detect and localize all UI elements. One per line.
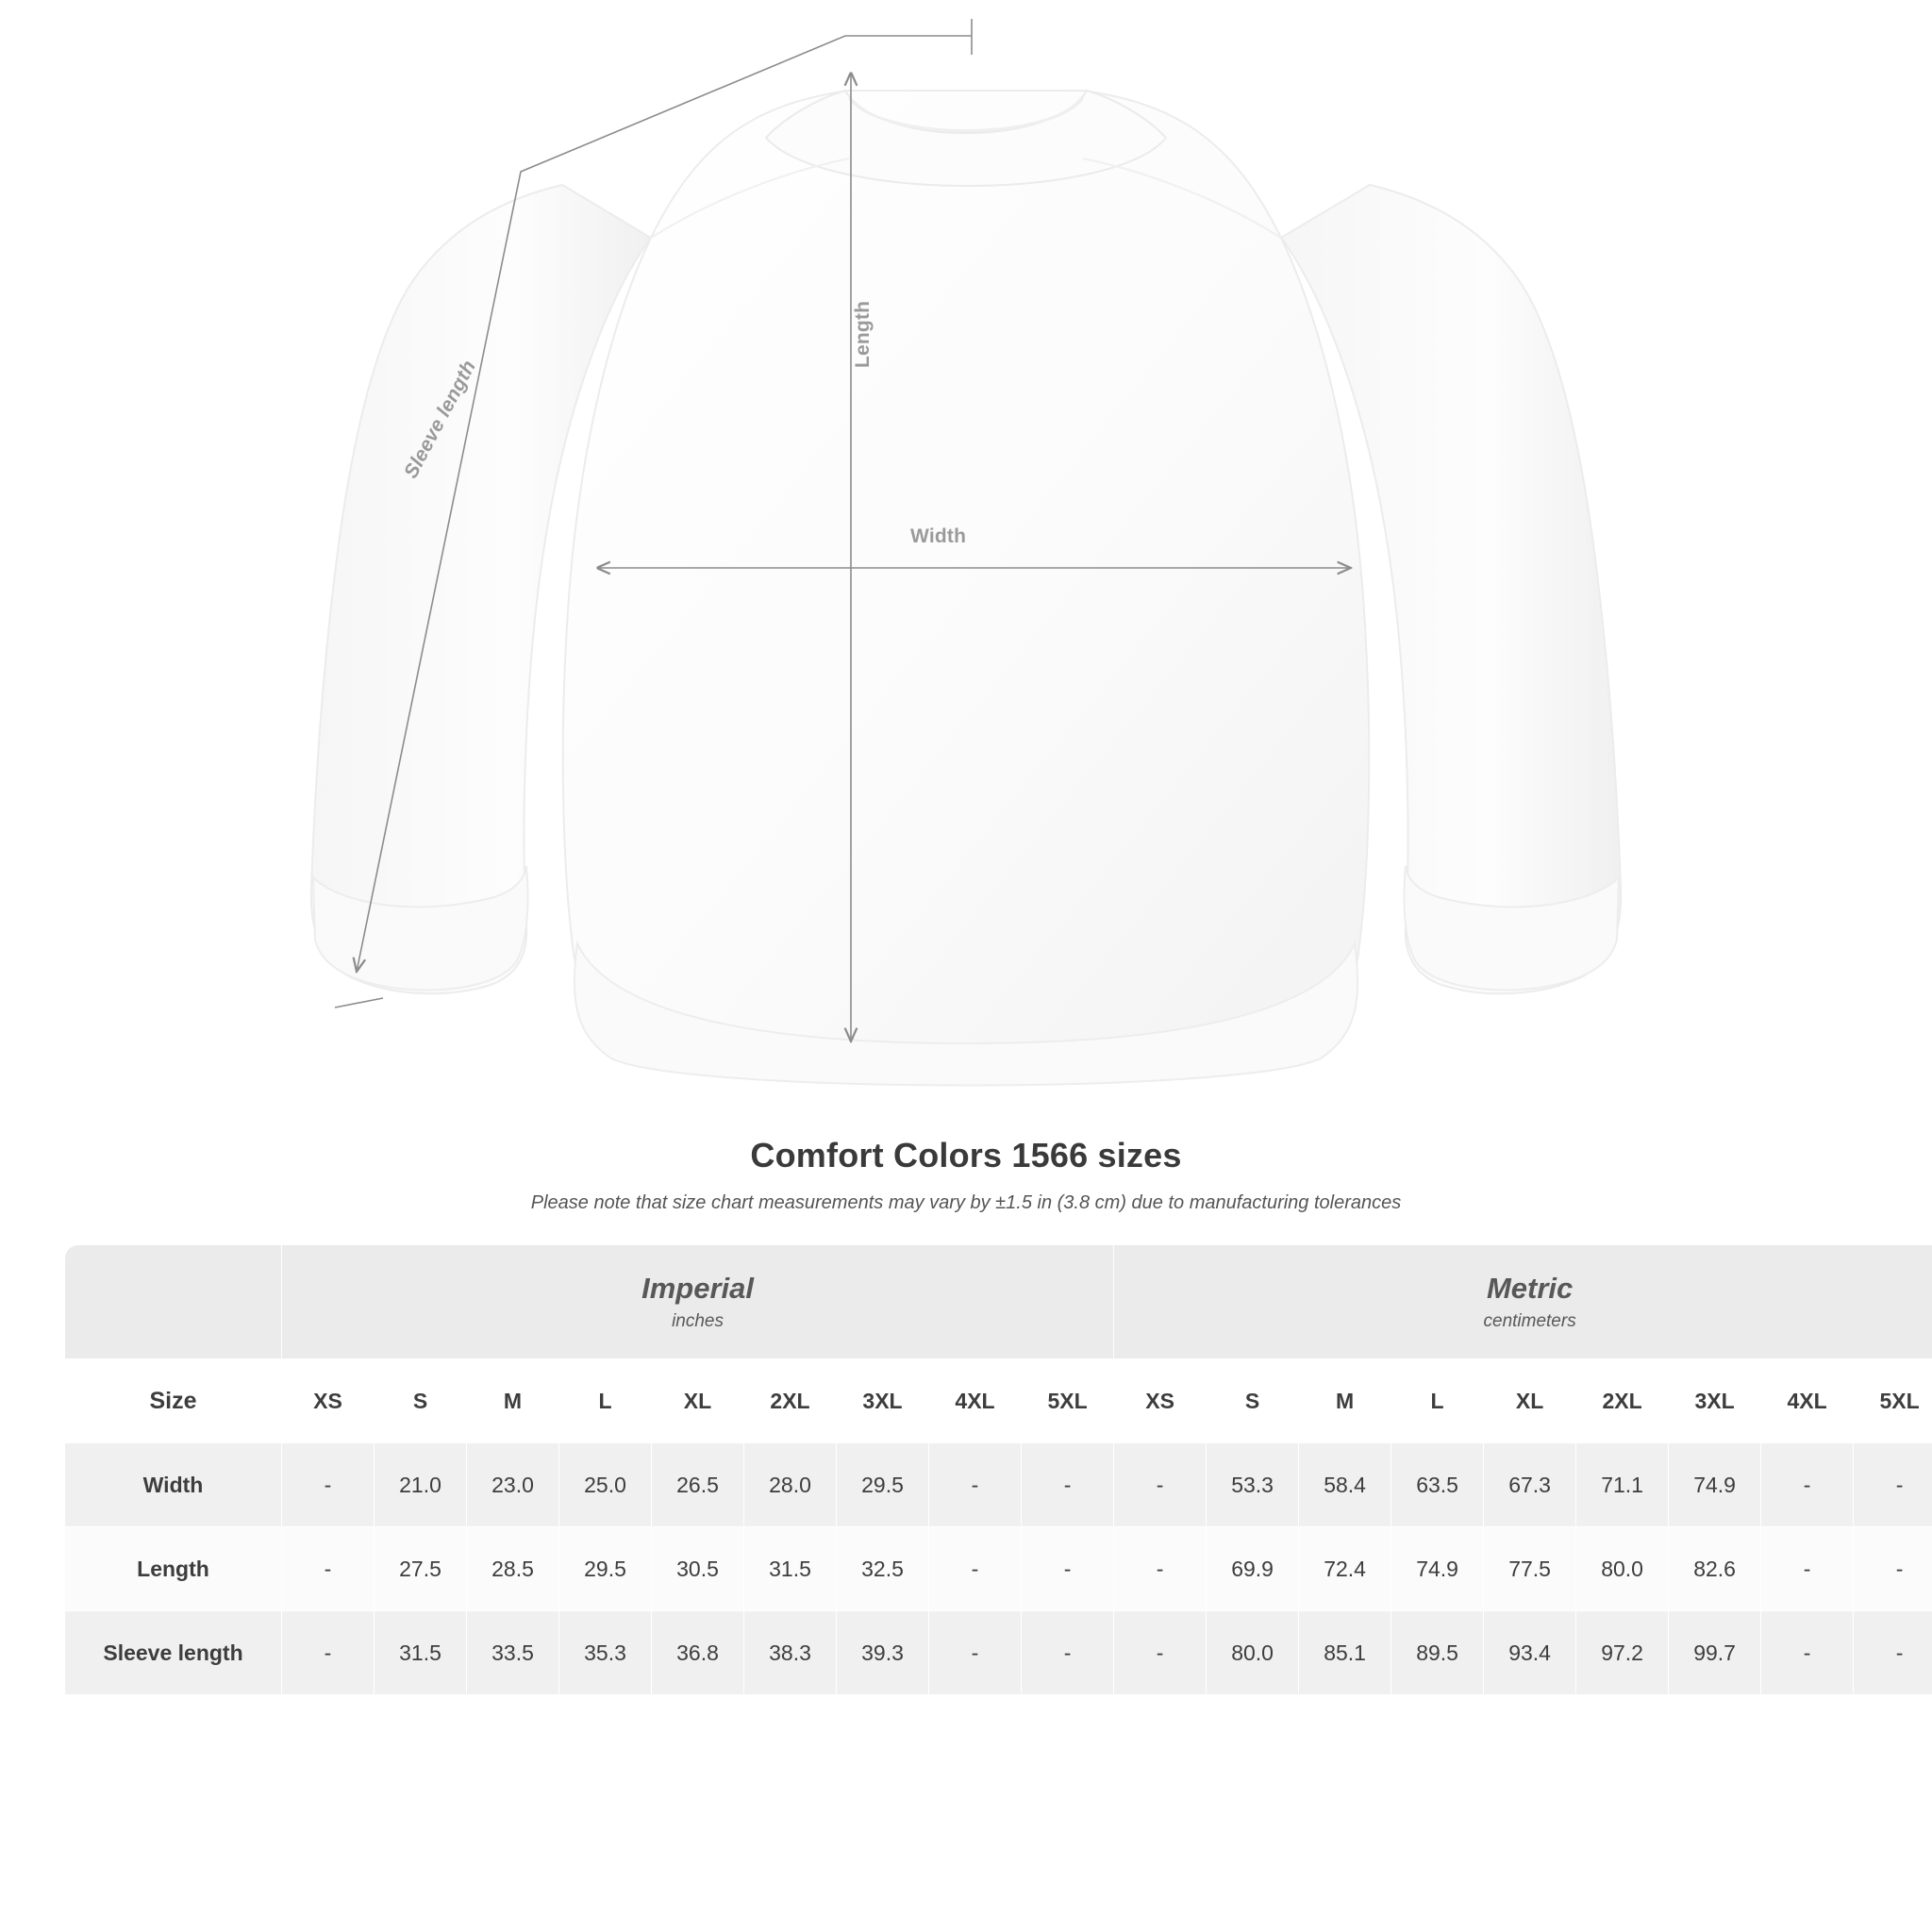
size-table-wrapper [64, 1244, 1920, 1695]
cell-2-0: - [282, 1611, 375, 1695]
table-row [65, 1611, 1932, 1695]
size-header-row [65, 1359, 1932, 1443]
cell-0-10: 53.3 [1207, 1443, 1299, 1527]
unit-header-row [65, 1245, 1932, 1359]
unit-header-metric [1114, 1245, 1932, 1359]
row-label-length: Length [65, 1527, 282, 1611]
column-header-14: 2XL [1576, 1359, 1669, 1443]
cell-0-11: 58.4 [1299, 1443, 1391, 1527]
column-header-3: L [559, 1359, 652, 1443]
column-header-7: 4XL [929, 1359, 1022, 1443]
cell-2-11: 85.1 [1299, 1611, 1391, 1695]
width-label: Width [910, 525, 967, 547]
cell-0-13: 67.3 [1484, 1443, 1576, 1527]
cell-0-3: 25.0 [559, 1443, 652, 1527]
table-corner-cell [65, 1245, 282, 1359]
cell-2-3: 35.3 [559, 1611, 652, 1695]
cell-1-6: 32.5 [837, 1527, 929, 1611]
column-header-13: XL [1484, 1359, 1576, 1443]
cell-2-10: 80.0 [1207, 1611, 1299, 1695]
cell-1-4: 30.5 [652, 1527, 744, 1611]
column-header-4: XL [652, 1359, 744, 1443]
size-header-label: Size [65, 1359, 282, 1443]
cell-1-10: 69.9 [1207, 1527, 1299, 1611]
table-row [65, 1527, 1932, 1611]
cell-0-8: - [1022, 1443, 1114, 1527]
cell-0-14: 71.1 [1576, 1443, 1669, 1527]
cell-1-16: - [1761, 1527, 1854, 1611]
cell-1-17: - [1854, 1527, 1932, 1611]
cell-1-14: 80.0 [1576, 1527, 1669, 1611]
sleeve-length-label: Sleeve length [400, 357, 481, 482]
cell-0-15: 74.9 [1669, 1443, 1761, 1527]
cell-0-0: - [282, 1443, 375, 1527]
cell-2-12: 89.5 [1391, 1611, 1484, 1695]
column-header-5: 2XL [744, 1359, 837, 1443]
cell-1-15: 82.6 [1669, 1527, 1761, 1611]
column-header-6: 3XL [837, 1359, 929, 1443]
column-header-11: M [1299, 1359, 1391, 1443]
unit-name: Imperial [641, 1272, 754, 1305]
cell-1-13: 77.5 [1484, 1527, 1576, 1611]
cell-1-9: - [1114, 1527, 1207, 1611]
cell-2-4: 36.8 [652, 1611, 744, 1695]
cell-2-13: 93.4 [1484, 1611, 1576, 1695]
cell-0-7: - [929, 1443, 1022, 1527]
cell-1-2: 28.5 [467, 1527, 559, 1611]
cell-0-17: - [1854, 1443, 1932, 1527]
cell-2-14: 97.2 [1576, 1611, 1669, 1695]
column-header-15: 3XL [1669, 1359, 1761, 1443]
cell-1-0: - [282, 1527, 375, 1611]
cell-2-8: - [1022, 1611, 1114, 1695]
cell-2-15: 99.7 [1669, 1611, 1761, 1695]
sleeve-end-tick [335, 998, 383, 1008]
cell-0-4: 26.5 [652, 1443, 744, 1527]
page-title: Comfort Colors 1566 sizes [750, 1136, 1182, 1174]
cell-2-16: - [1761, 1611, 1854, 1695]
unit-subtitle: inches [672, 1311, 724, 1331]
column-header-10: S [1207, 1359, 1299, 1443]
cell-1-3: 29.5 [559, 1527, 652, 1611]
cell-0-6: 29.5 [837, 1443, 929, 1527]
column-header-17: 5XL [1854, 1359, 1932, 1443]
column-header-8: 5XL [1022, 1359, 1114, 1443]
unit-name: Metric [1486, 1272, 1574, 1305]
column-header-9: XS [1114, 1359, 1207, 1443]
length-label: Length [852, 300, 874, 368]
cell-0-2: 23.0 [467, 1443, 559, 1527]
row-label-sleeve-length: Sleeve length [65, 1611, 282, 1695]
cell-1-11: 72.4 [1299, 1527, 1391, 1611]
column-header-0: XS [282, 1359, 375, 1443]
cell-0-1: 21.0 [375, 1443, 467, 1527]
cell-2-5: 38.3 [744, 1611, 837, 1695]
cell-2-9: - [1114, 1611, 1207, 1695]
cell-1-12: 74.9 [1391, 1527, 1484, 1611]
column-header-16: 4XL [1761, 1359, 1854, 1443]
size-chart-table [64, 1244, 1932, 1695]
cell-1-7: - [929, 1527, 1022, 1611]
sweatshirt-shape [311, 91, 1621, 1086]
unit-header-imperial [282, 1245, 1114, 1359]
row-label-width: Width [65, 1443, 282, 1527]
cell-2-2: 33.5 [467, 1611, 559, 1695]
cell-2-7: - [929, 1611, 1022, 1695]
column-header-12: L [1391, 1359, 1484, 1443]
cell-0-5: 28.0 [744, 1443, 837, 1527]
cell-2-6: 39.3 [837, 1611, 929, 1695]
cell-0-9: - [1114, 1443, 1207, 1527]
cell-0-12: 63.5 [1391, 1443, 1484, 1527]
cell-1-5: 31.5 [744, 1527, 837, 1611]
unit-subtitle: centimeters [1483, 1311, 1576, 1331]
column-header-1: S [375, 1359, 467, 1443]
tolerance-note: Please note that size chart measurements may vary by ±1.5 in (3.8 cm) due to manufacturing tolerances [530, 1192, 1402, 1213]
cell-0-16: - [1761, 1443, 1854, 1527]
cell-1-1: 27.5 [375, 1527, 467, 1611]
cell-1-8: - [1022, 1527, 1114, 1611]
table-row [65, 1443, 1932, 1527]
cell-2-17: - [1854, 1611, 1932, 1695]
cell-2-1: 31.5 [375, 1611, 467, 1695]
column-header-2: M [467, 1359, 559, 1443]
title-block [0, 1136, 1932, 1214]
